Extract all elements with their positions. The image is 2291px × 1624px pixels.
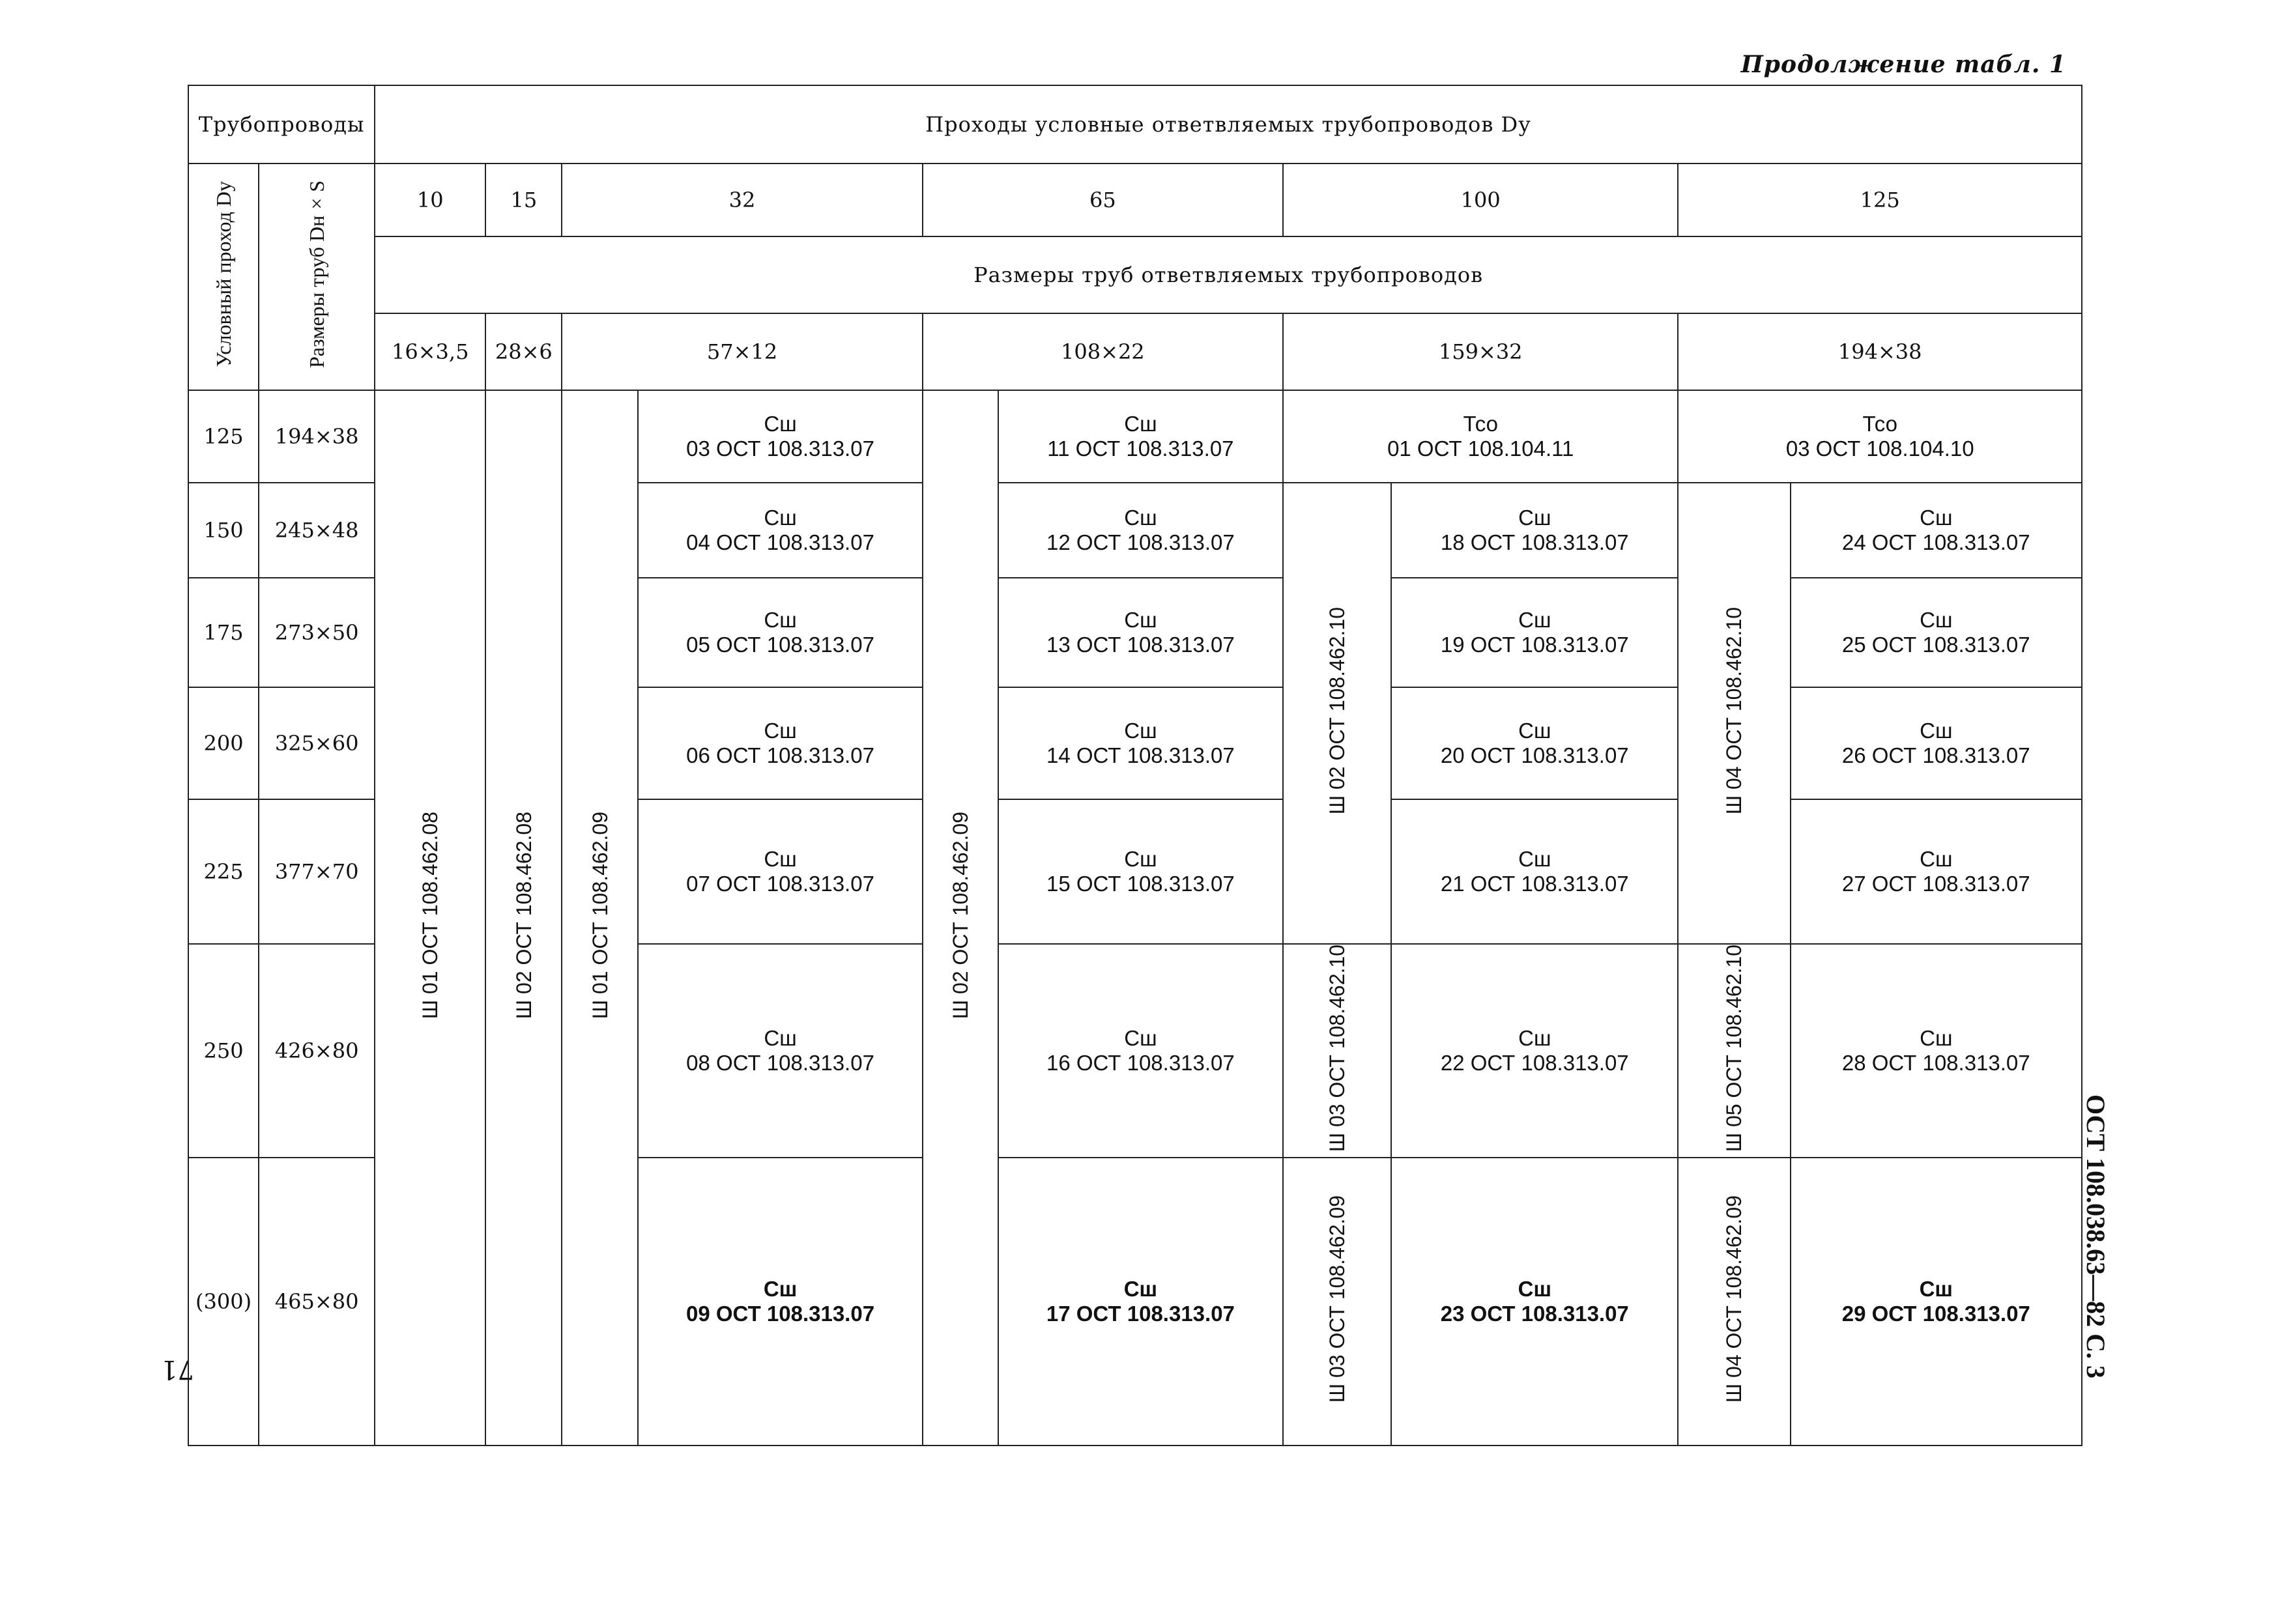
- header-row-dy: [188, 164, 2082, 236]
- cell-entry: Сш 09 ОСТ 108.313.07: [638, 1158, 922, 1446]
- row-size: 194×38: [259, 390, 375, 483]
- cell-entry: Сш 18 ОСТ 108.313.07: [1391, 483, 1678, 578]
- header-row-sizes: [188, 313, 2082, 390]
- header-size-15: 28×6: [485, 313, 562, 390]
- row-size: 325×60: [259, 687, 375, 799]
- row-dy: 175: [188, 578, 259, 687]
- cell-entry: Сш 17 ОСТ 108.313.07: [998, 1158, 1283, 1446]
- header-passages: Проходы условные ответвляемых трубопроводов Dу: [375, 85, 2082, 164]
- cell-span-125b: Ш 05 ОСТ 108.462.10: [1678, 944, 1790, 1158]
- cell-entry: Сш 15 ОСТ 108.313.07: [998, 799, 1283, 944]
- cell-span-100b: Ш 03 ОСТ 108.462.10: [1283, 944, 1391, 1158]
- row-dy: 125: [188, 390, 259, 483]
- header-branch-sizes: Размеры труб ответвляемых трубопроводов: [375, 236, 2082, 313]
- header-dy-100: 100: [1283, 164, 1678, 236]
- cell-entry: Сш 23 ОСТ 108.313.07: [1391, 1158, 1678, 1446]
- cell-entry: Сш 13 ОСТ 108.313.07: [998, 578, 1283, 687]
- header-row-1: [188, 85, 2082, 164]
- cell-entry: Сш 12 ОСТ 108.313.07: [998, 483, 1283, 578]
- page-number: 71: [161, 1354, 194, 1384]
- cell-entry: Сш 11 ОСТ 108.313.07: [998, 390, 1283, 483]
- cell-span-100a: Ш 02 ОСТ 108.462.10: [1283, 483, 1391, 944]
- row-dy: 225: [188, 799, 259, 944]
- header-dy-125: 125: [1678, 164, 2082, 236]
- cell-span-125a: Ш 04 ОСТ 108.462.10: [1678, 483, 1790, 944]
- cell-entry: Сш 21 ОСТ 108.313.07: [1391, 799, 1678, 944]
- row-size: 426×80: [259, 944, 375, 1158]
- cell-entry: Сш 26 ОСТ 108.313.07: [1791, 687, 2082, 799]
- row-size: 273×50: [259, 578, 375, 687]
- cell-entry: Сш 24 ОСТ 108.313.07: [1791, 483, 2082, 578]
- row-dy: 150: [188, 483, 259, 578]
- document-code: ОСТ 108.038.63—82 С. 3: [2081, 1094, 2111, 1379]
- header-size-100: 159×32: [1283, 313, 1678, 390]
- cell-span-65: Ш 02 ОСТ 108.462.09: [923, 390, 998, 1446]
- cell-entry: Сш 19 ОСТ 108.313.07: [1391, 578, 1678, 687]
- cell-entry: Сш 27 ОСТ 108.313.07: [1791, 799, 2082, 944]
- cell-entry: Тсо 01 ОСТ 108.104.11: [1283, 390, 1678, 483]
- header-pipelines: Трубопроводы: [188, 85, 375, 164]
- cell-entry: Тсо 03 ОСТ 108.104.10: [1678, 390, 2082, 483]
- cell-entry: Сш 29 ОСТ 108.313.07: [1791, 1158, 2082, 1446]
- cell-entry: Сш 14 ОСТ 108.313.07: [998, 687, 1283, 799]
- cell-entry: Сш 05 ОСТ 108.313.07: [638, 578, 922, 687]
- cell-span-100c: Ш 03 ОСТ 108.462.09: [1283, 1158, 1391, 1446]
- cell-entry: Сш 03 ОСТ 108.313.07: [638, 390, 922, 483]
- cell-span-15: Ш 02 ОСТ 108.462.08: [485, 390, 562, 1446]
- cell-entry: Сш 06 ОСТ 108.313.07: [638, 687, 922, 799]
- header-size-125: 194×38: [1678, 313, 2082, 390]
- cell-span-10: Ш 01 ОСТ 108.462.08: [375, 390, 485, 1446]
- header-dy-32: 32: [562, 164, 922, 236]
- header-size-10: 16×3,5: [375, 313, 485, 390]
- header-size-65: 108×22: [923, 313, 1283, 390]
- row-size: 245×48: [259, 483, 375, 578]
- fittings-table: [188, 85, 2082, 1446]
- cell-entry: Сш 04 ОСТ 108.313.07: [638, 483, 922, 578]
- header-dy-10: 10: [375, 164, 485, 236]
- table-row: [188, 390, 2082, 483]
- header-pipe-sizes: Размеры труб Dн×S: [259, 164, 375, 390]
- header-cond-pass: Условный проход Dу: [188, 164, 259, 390]
- row-size: 377×70: [259, 799, 375, 944]
- header-size-32: 57×12: [562, 313, 922, 390]
- cell-entry: Сш 22 ОСТ 108.313.07: [1391, 944, 1678, 1158]
- cell-span-125c: Ш 04 ОСТ 108.462.09: [1678, 1158, 1790, 1446]
- cell-entry: Сш 25 ОСТ 108.313.07: [1791, 578, 2082, 687]
- cell-entry: Сш 07 ОСТ 108.313.07: [638, 799, 922, 944]
- header-row-branch: [188, 236, 2082, 313]
- header-dy-65: 65: [923, 164, 1283, 236]
- row-size: 465×80: [259, 1158, 375, 1446]
- row-dy: 250: [188, 944, 259, 1158]
- row-dy: 200: [188, 687, 259, 799]
- cell-entry: Сш 20 ОСТ 108.313.07: [1391, 687, 1678, 799]
- cell-span-32: Ш 01 ОСТ 108.462.09: [562, 390, 638, 1446]
- table-continuation-title: Продолжение табл. 1: [1740, 51, 2066, 78]
- cell-entry: Сш 28 ОСТ 108.313.07: [1791, 944, 2082, 1158]
- cell-entry: Сш 16 ОСТ 108.313.07: [998, 944, 1283, 1158]
- header-dy-15: 15: [485, 164, 562, 236]
- cell-entry: Сш 08 ОСТ 108.313.07: [638, 944, 922, 1158]
- row-dy: (300): [188, 1158, 259, 1446]
